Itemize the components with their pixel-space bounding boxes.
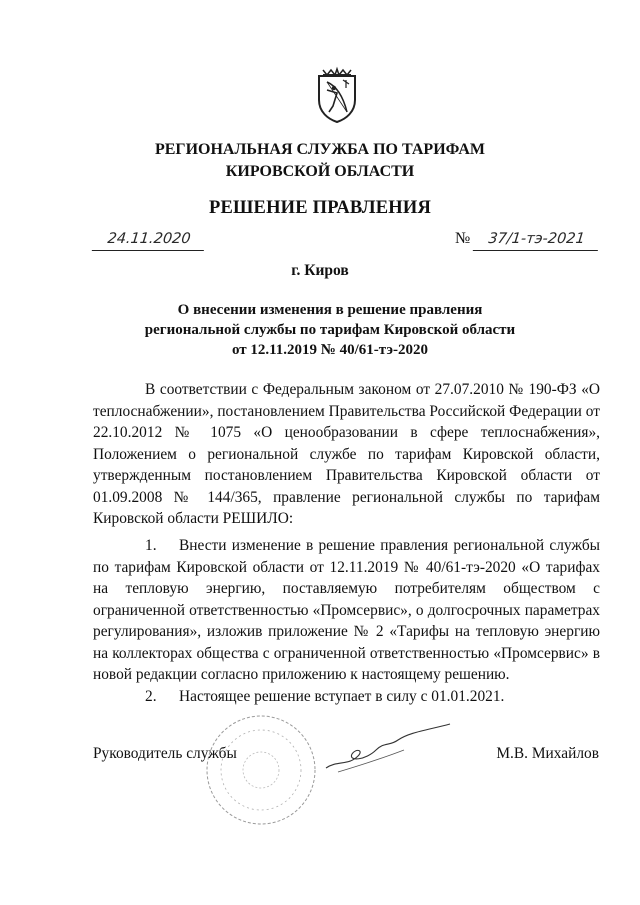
document-type-title: РЕШЕНИЕ ПРАВЛЕНИЯ bbox=[208, 198, 432, 218]
decision-item-1 bbox=[93, 535, 600, 686]
city: г. Киров bbox=[291, 262, 349, 279]
organization-name-line-1: РЕГИОНАЛЬНАЯ СЛУЖБА ПО ТАРИФАМ bbox=[154, 141, 486, 158]
item-2-number: 2. bbox=[145, 688, 157, 705]
subject-line-3: от 12.11.2019 № 40/61-тэ-2020 bbox=[231, 342, 429, 358]
decision-item-2 bbox=[93, 686, 600, 708]
official-stamp-icon bbox=[196, 708, 326, 828]
document-number-label: № bbox=[455, 230, 471, 247]
document-subject bbox=[120, 300, 540, 360]
signatory-position: Руководитель службы bbox=[93, 745, 237, 762]
intro-paragraph: В соответствии с Федеральным законом от 27.07.2010 № 190-ФЗ «О теплоснабжении», постановлением Правительства Российской Федерации от 22.10.2012 № 1075 «О ценообразовании в сфере теплоснабжения», Положением о региональной службе по тарифам Кировской области, утвержденным постановлением Правительства Кировской области от 01.09.2008 № 144/365, правление региональной службы по тарифам Кировской области РЕШИЛО: bbox=[93, 381, 600, 527]
organization-name-line-2: КИРОВСКОЙ ОБЛАСТИ bbox=[225, 163, 415, 180]
signatory-name: М.В. Михайлов bbox=[496, 745, 599, 762]
document-number: 37/1-тэ-2021 bbox=[473, 228, 600, 251]
item-1-text: Внести изменение в решение правления региональной службы по тарифам Кировской области от 12.11.2019 № 40/61-тэ-2020 «О тарифах на тепловую энергию, поставляемую потребителям обществом с ограниченной ответственностью «Промсервис», о долгосрочных параметрах регулирования», изложив приложение № 2 «Тарифы на тепловую энергию на коллекторах общества с ограниченной ответственностью «Промсервис» в новой редакции согласно приложению к настоящему решению. bbox=[93, 537, 600, 683]
item-2-text: Настоящее решение вступает в силу с 01.01.2021. bbox=[179, 688, 505, 705]
subject-line-1: О внесении изменения в решение правления bbox=[177, 302, 483, 318]
subject-line-2: региональной службы по тарифам Кировской области bbox=[144, 322, 516, 338]
handwritten-signature-icon bbox=[318, 720, 458, 780]
document-date: 24.11.2020 bbox=[92, 228, 206, 251]
kirov-oblast-coat-of-arms-icon bbox=[313, 66, 361, 124]
item-1-number: 1. bbox=[145, 537, 157, 554]
